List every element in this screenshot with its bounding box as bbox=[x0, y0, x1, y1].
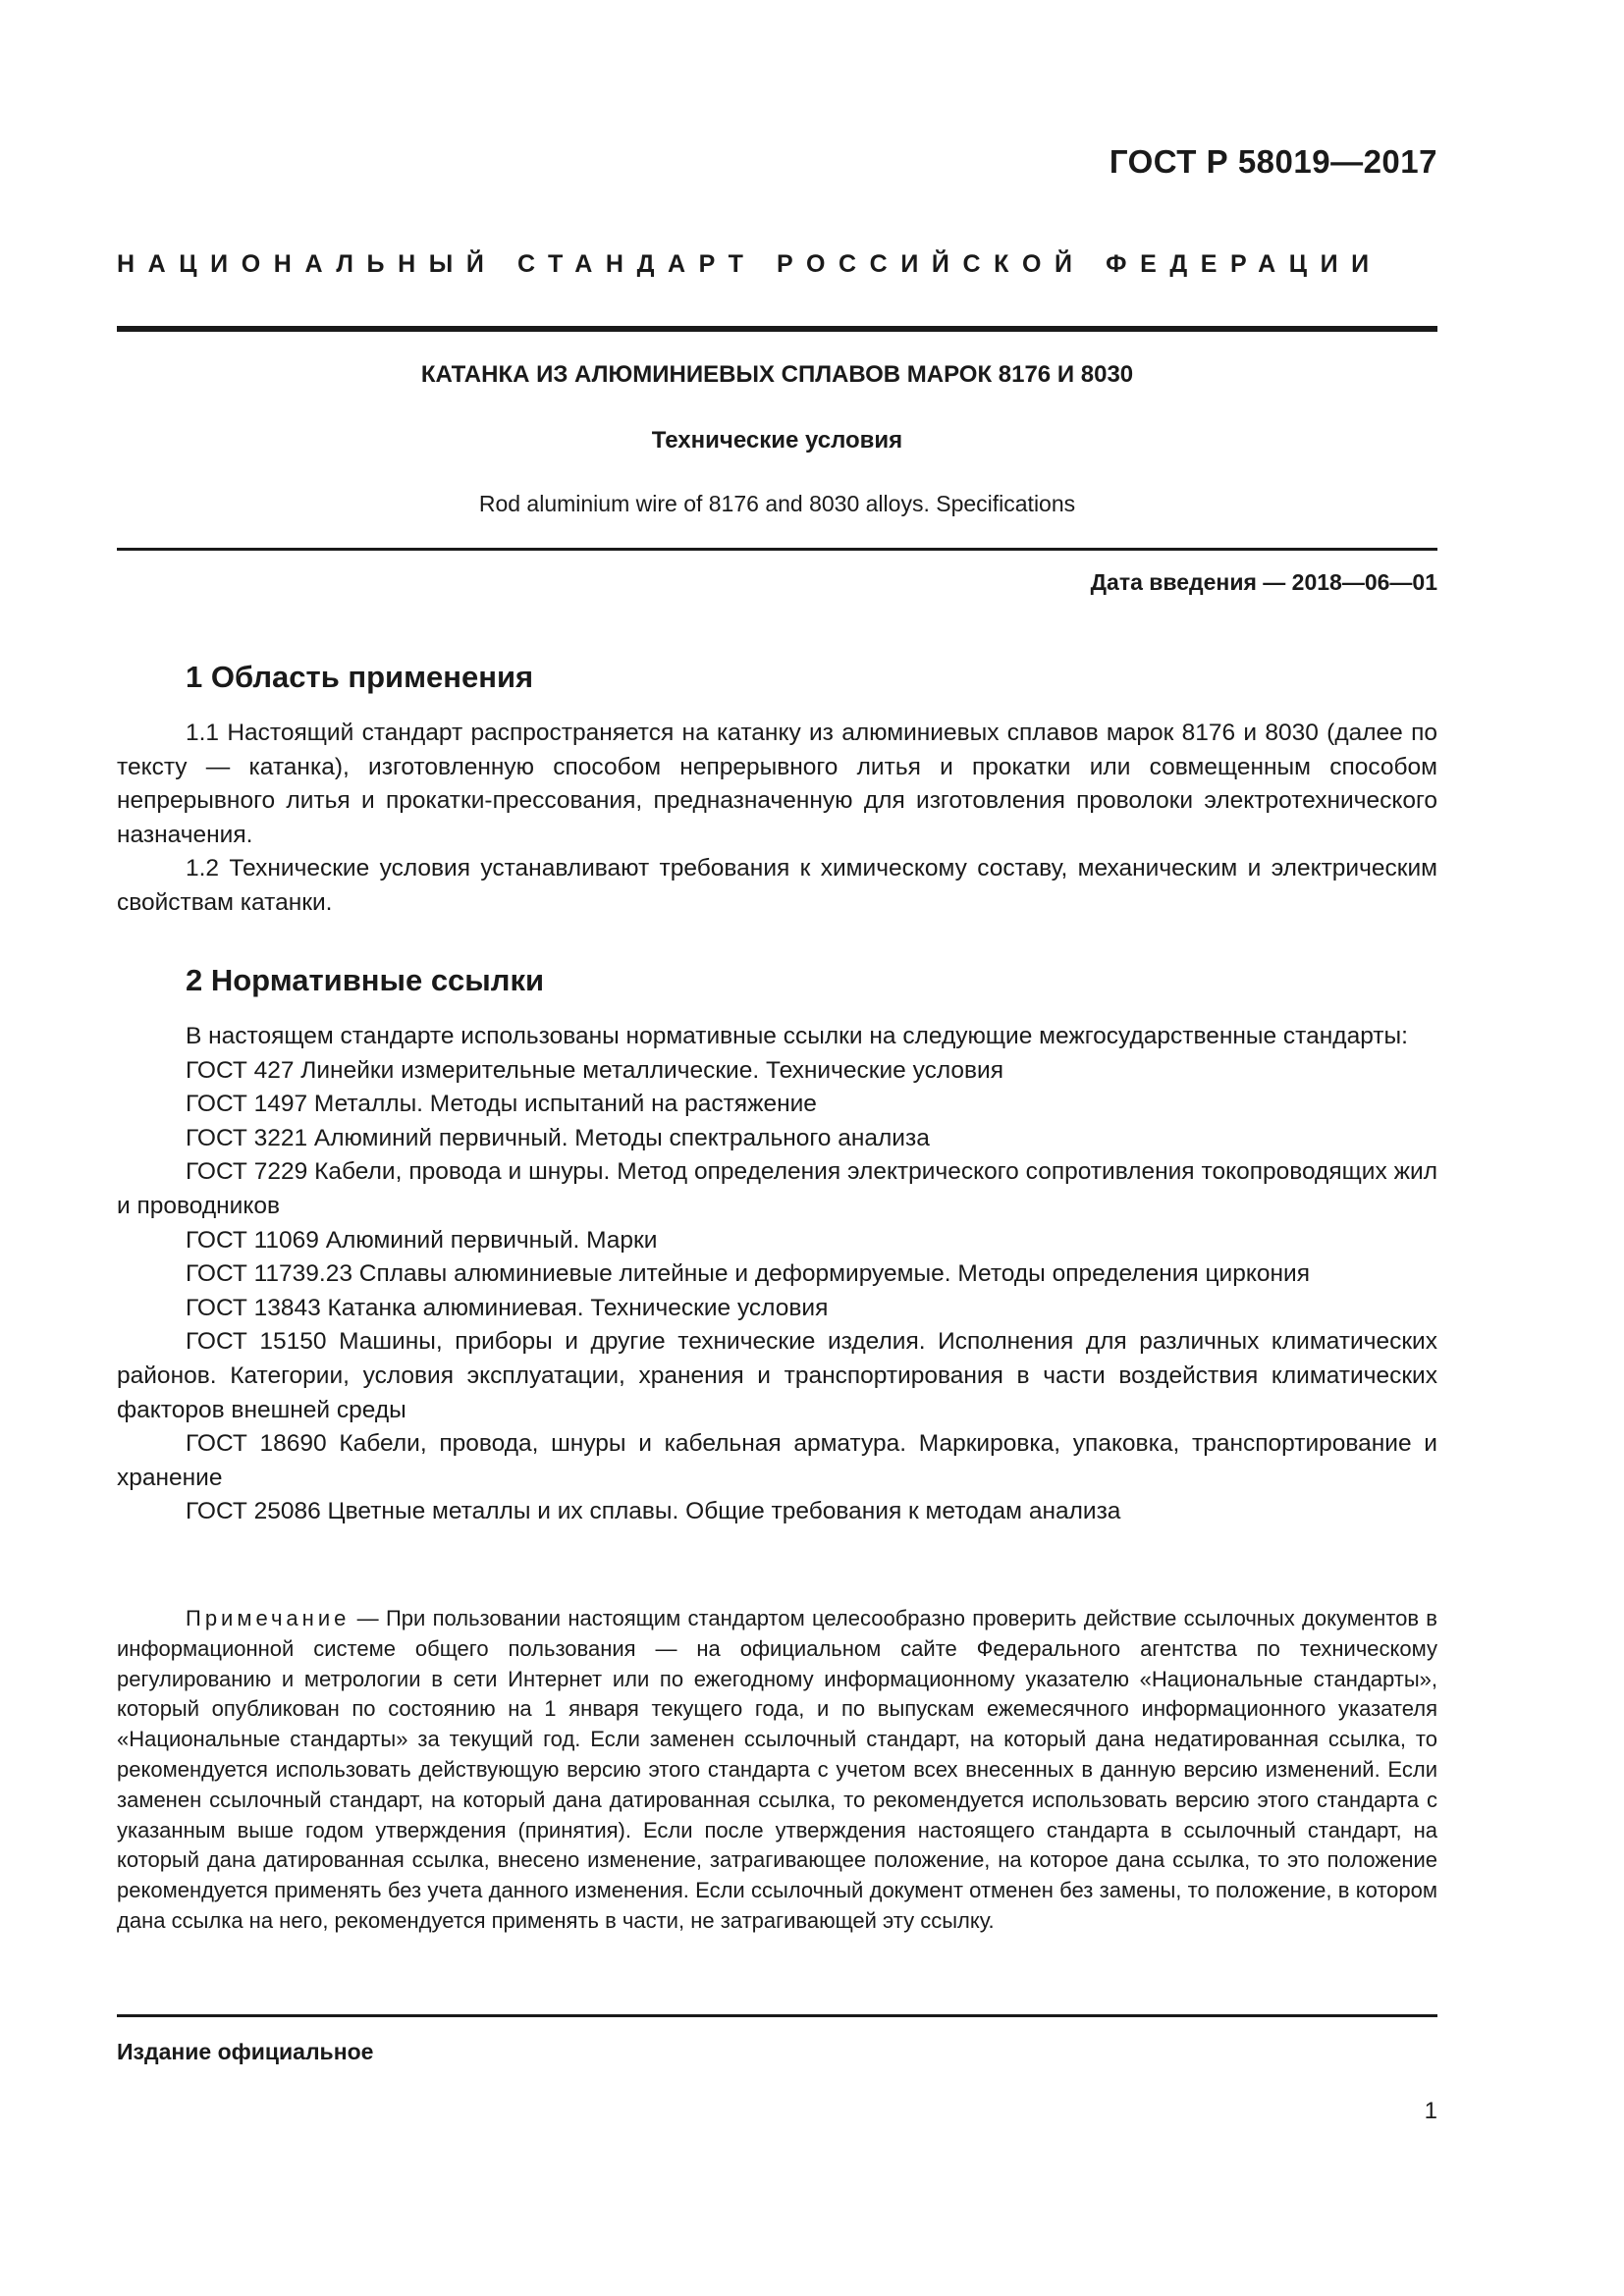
standard-subtitle: Технические условия bbox=[651, 427, 903, 454]
reference-item: ГОСТ 1497 Металлы. Методы испытаний на растяжение bbox=[186, 1091, 817, 1118]
references-intro: В настоящем стандарте использованы нормативные ссылки на следующие межгосударственные стандарты: bbox=[186, 1023, 1408, 1049]
national-standard-title: НАЦИОНАЛЬНЫЙ СТАНДАРТ РОССИЙСКОЙ ФЕДЕРАЦИИ bbox=[117, 250, 1382, 278]
page-number: 1 bbox=[1424, 2098, 1437, 2124]
note-label: Примечание bbox=[186, 1606, 351, 1630]
footer-rule bbox=[117, 2014, 1437, 2017]
reference-note bbox=[117, 1604, 1437, 1937]
standard-title: КАТАНКА ИЗ АЛЮМИНИЕВЫХ СПЛАВОВ МАРОК 8176 И 8030 bbox=[420, 361, 1134, 388]
section-1-body bbox=[117, 717, 1437, 921]
reference-item: ГОСТ 13843 Катанка алюминиевая. Технические условия bbox=[186, 1294, 829, 1321]
reference-item: ГОСТ 11739.23 Сплавы алюминиевые литейные и деформируемые. Методы определения циркония bbox=[186, 1260, 1310, 1288]
document-number: ГОСТ Р 58019—2017 bbox=[1109, 143, 1437, 180]
reference-item: ГОСТ 15150 Машины, приборы и другие технические изделия. Исполнения для различных климатических районов. Категории, условия эксплуатации, хранения и транспортирования в части воздействия климатических факторов внешней среды bbox=[117, 1328, 1437, 1423]
reference-item: ГОСТ 7229 Кабели, провода и шнуры. Метод определения электрического сопротивления токопроводящих жил и проводников bbox=[117, 1158, 1437, 1219]
section-1-heading: 1 Область применения bbox=[186, 660, 534, 694]
note-text: — При пользовании настоящим стандартом целесообразно проверить действие ссылочных документов в информационной системе общего пользования — на официальном сайте Федерального агентства по техническому регулированию и метрологии в сети Интернет или по ежегодному информационному указателю «Национальные стандарты», который опубликован по состоянию на 1 января текущего года, и по выпускам ежемесячного информационного указателя «Национальные стандарты» за текущий год. Если заменен ссылочный стандарт, на который дана недатированная ссылка, то рекомендуется использовать действующую версию этого стандарта с учетом всех внесенных в данную версию изменений. Если заменен ссылочный стандарт, на который дана датированная ссылка, то рекомендуется использовать версию этого стандарта с указанным выше годом утверждения (принятия). Если после утверждения настоящего стандарта в ссылочный стандарт, на который дана датированная ссылка, внесено изменение, затрагивающее положение, на которое дана ссылка, то это положение рекомендуется применять без учета данного изменения. Если ссылочный документ отменен без замены, то положение, в котором дана ссылка на него, рекомендуется применять в части, не затрагивающей эту ссылку. bbox=[117, 1606, 1437, 1933]
standard-english-title: Rod aluminium wire of 8176 and 8030 alloys. Specifications bbox=[478, 491, 1076, 516]
paragraph-1-1: 1.1 Настоящий стандарт распространяется на катанку из алюминиевых сплавов марок 8176 и 8030 (далее по тексту — катанка), изготовленную способом непрерывного литья и прокатки или совмещенным способом непрерывного литья и прокатки-прессования, предназначенную для изготовления проволоки электротехнического назначения. bbox=[117, 720, 1437, 848]
reference-item: ГОСТ 3221 Алюминий первичный. Методы спектрального анализа bbox=[186, 1124, 930, 1151]
reference-item: ГОСТ 427 Линейки измерительные металлические. Технические условия bbox=[186, 1056, 1003, 1084]
introduction-date: Дата введения — 2018—06—01 bbox=[1090, 569, 1437, 595]
section-2-body bbox=[117, 1020, 1437, 1529]
section-2-heading: 2 Нормативные ссылки bbox=[186, 963, 545, 997]
paragraph-1-2: 1.2 Технические условия устанавливают требования к химическому составу, механическим и электрическим свойствам катанки. bbox=[117, 855, 1437, 916]
reference-item: ГОСТ 11069 Алюминий первичный. Марки bbox=[186, 1226, 658, 1254]
reference-item: ГОСТ 25086 Цветные металлы и их сплавы. Общие требования к методам анализа bbox=[186, 1498, 1121, 1525]
official-edition-label: Издание официальное bbox=[117, 2039, 374, 2064]
reference-item: ГОСТ 18690 Кабели, провода, шнуры и кабельная арматура. Маркировка, упаковка, транспортирование и хранение bbox=[117, 1430, 1437, 1491]
title-rule bbox=[117, 548, 1437, 551]
header-rule bbox=[117, 326, 1437, 332]
